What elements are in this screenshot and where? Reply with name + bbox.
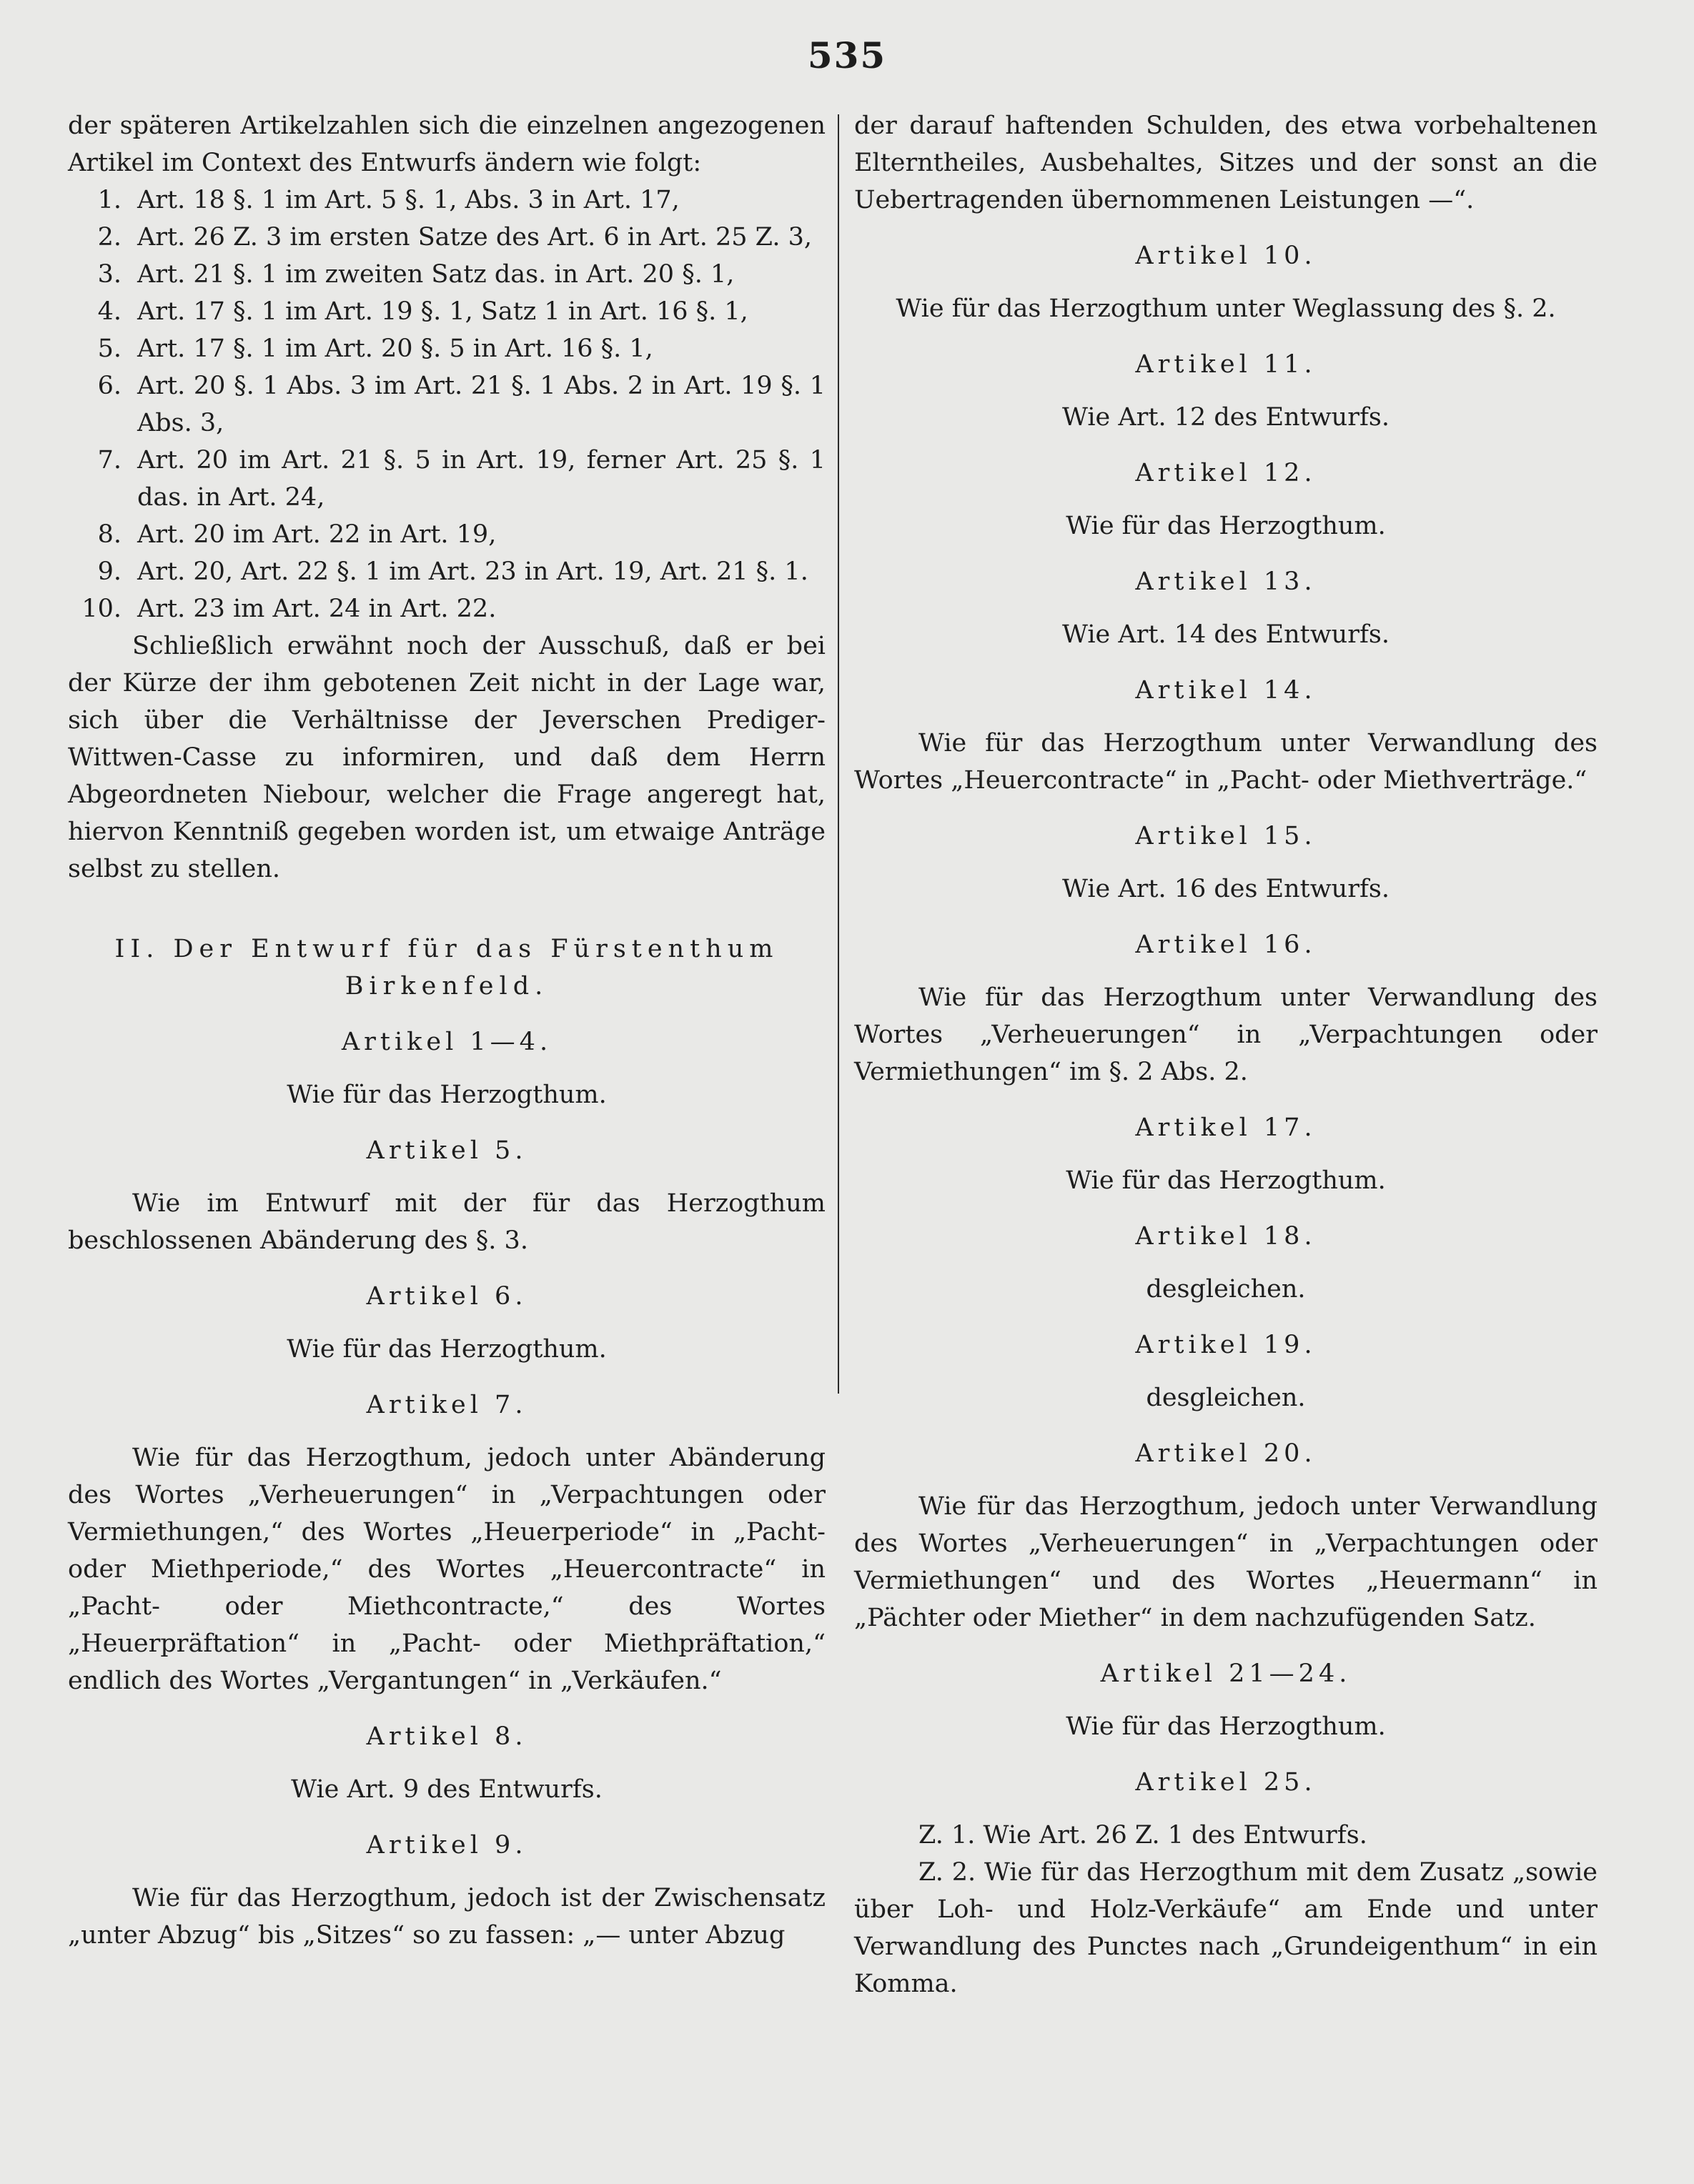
right-column xyxy=(854,107,1598,2002)
article-title: Artikel 6. xyxy=(366,1282,527,1311)
closing-paragraph: Schließlich erwähnt noch der Ausschuß, daß er bei der Kürze der ihm gebotenen Zeit nicht in der Lage war, sich über die Verhältnisse der Jeverschen Prediger-Wittwen-Casse zu informiren, und daß dem Herrn Abgeordneten Niebour, welcher die Frage angeregt hat, hiervon Kenntniß gegeben worden ist, um etwaige Anträge selbst zu stellen. xyxy=(68,632,826,883)
page-number: 535 xyxy=(807,34,887,76)
article-text: Wie Art. 12 des Entwurfs. xyxy=(1061,403,1390,432)
article-title: Artikel 9. xyxy=(366,1831,527,1860)
article-text: Wie Art. 14 des Entwurfs. xyxy=(1061,620,1390,649)
list-item-number: 5. xyxy=(97,334,122,363)
article-text: Wie für das Herzogthum. xyxy=(287,1081,607,1109)
article-text: Wie für das Herzogthum. xyxy=(1066,512,1386,540)
article-title: Artikel 15. xyxy=(1135,822,1317,850)
section-heading: II. Der Entwurf für das Fürstenthum Birkenfeld. xyxy=(114,935,779,1001)
article-text: Wie im Entwurf mit der für das Herzogthum beschlossenen Abänderung des §. 3. xyxy=(68,1189,826,1255)
article-text: Wie für das Herzogthum unter Verwandlung des Wortes „Heuercontracte“ in „Pacht- oder Miethverträge.“ xyxy=(854,729,1598,795)
article-text: Wie für das Herzogthum. xyxy=(287,1335,607,1364)
column-divider xyxy=(838,114,839,1394)
article-title: Artikel 20. xyxy=(1135,1439,1317,1468)
article-title: Artikel 18. xyxy=(1135,1222,1317,1251)
list-item xyxy=(68,553,826,590)
list-item xyxy=(68,182,826,219)
intro-paragraph: der späteren Artikelzahlen sich die einzelnen angezogenen Artikel im Context des Entwurfs ändern wie folgt: xyxy=(68,111,826,177)
list-item xyxy=(68,442,826,516)
article-text: Wie für das Herzogthum, jedoch unter Abänderung des Wortes „Verheuerungen“ in „Verpachtungen oder Vermiethungen,“ des Wortes „Heuerperiode“ in „Pacht- oder Miethperiode,“ des Wortes „Heuercontracte“ in „Pacht- oder Miethcontracte,“ des Wortes „Heuerpräftation“ in „Pacht- oder Miethpräftation,“ endlich des Wortes „Vergantungen“ in „Verkäufen.“ xyxy=(68,1444,826,1695)
article-title: Artikel 21—24. xyxy=(1100,1659,1352,1688)
list-item-number: 6. xyxy=(97,372,122,400)
article-title: Artikel 13. xyxy=(1135,567,1317,596)
list-item-text: Art. 20 §. 1 Abs. 3 im Art. 21 §. 1 Abs. 2 in Art. 19 §. 1 Abs. 3, xyxy=(137,372,826,437)
list-item-number: 2. xyxy=(97,223,122,252)
article-title: Artikel 8. xyxy=(366,1722,527,1751)
article-text: Wie für das Herzogthum. xyxy=(1066,1166,1386,1195)
article-text: Wie für das Herzogthum, jedoch unter Verwandlung des Wortes „Verheuerungen“ in „Verpachtungen oder Vermiethungen“ und des Wortes „Heuermann“ in „Pächter oder Miether“ in dem nachzufügenden Satz. xyxy=(854,1492,1598,1632)
article-title: Artikel 7. xyxy=(366,1391,527,1419)
list-item-text: Art. 20, Art. 22 §. 1 im Art. 23 in Art. 19, Art. 21 §. 1. xyxy=(137,557,808,586)
list-item-text: Art. 26 Z. 3 im ersten Satze des Art. 6 in Art. 25 Z. 3, xyxy=(137,223,812,252)
article-title: Artikel 1—4. xyxy=(341,1028,553,1056)
list-item-text: Art. 23 im Art. 24 in Art. 22. xyxy=(137,595,497,623)
article-title: Artikel 10. xyxy=(1135,242,1317,270)
article-text: desgleichen. xyxy=(1146,1384,1306,1412)
article-title: Artikel 12. xyxy=(1135,459,1317,487)
list-item-text: Art. 17 §. 1 im Art. 19 §. 1, Satz 1 in Art. 16 §. 1, xyxy=(137,297,748,326)
list-item xyxy=(68,367,826,442)
list-item-text: Art. 20 im Art. 22 in Art. 19, xyxy=(137,520,497,549)
list-item xyxy=(68,293,826,330)
article-text: Wie für das Herzogthum. xyxy=(1066,1712,1386,1741)
list-item-number: 7. xyxy=(97,446,122,475)
article-title: Artikel 25. xyxy=(1135,1768,1317,1797)
list-item-number: 4. xyxy=(97,297,122,326)
article-text: Wie für das Herzogthum unter Weglassung des §. 2. xyxy=(896,294,1556,323)
continuation-paragraph: der darauf haftenden Schulden, des etwa vorbehaltenen Elterntheiles, Ausbehaltes, Sitzes und der sonst an die Uebertragenden übernommenen Leistungen —“. xyxy=(854,111,1598,214)
list-item-number: 3. xyxy=(97,260,122,289)
article-title: Artikel 16. xyxy=(1135,930,1317,959)
list-item-number: 10. xyxy=(81,595,122,623)
list-item-number: 9. xyxy=(97,557,122,586)
article-title: Artikel 17. xyxy=(1135,1113,1317,1142)
article-text: Wie für das Herzogthum, jedoch ist der Zwischensatz „unter Abzug“ bis „Sitzes“ so zu fassen: „— unter Abzug xyxy=(68,1884,826,1950)
clause-z2: Z. 2. Wie für das Herzogthum mit dem Zusatz „sowie über Loh- und Holz-Verkäufe“ am Ende und unter Verwandlung des Punctes nach „Grundeigenthum“ in ein Komma. xyxy=(854,1858,1598,1998)
list-item xyxy=(68,516,826,553)
article-text: Wie Art. 16 des Entwurfs. xyxy=(1061,875,1390,903)
list-item-number: 8. xyxy=(97,520,122,549)
list-item-text: Art. 18 §. 1 im Art. 5 §. 1, Abs. 3 in Art. 17, xyxy=(137,186,680,214)
list-item-text: Art. 20 im Art. 21 §. 5 in Art. 19, ferner Art. 25 §. 1 das. in Art. 24, xyxy=(137,446,826,512)
article-title: Artikel 11. xyxy=(1135,350,1317,379)
list-item xyxy=(68,590,826,627)
left-column xyxy=(68,107,826,1954)
article-text: Wie für das Herzogthum unter Verwandlung des Wortes „Verheuerungen“ in „Verpachtungen oder Vermiethungen“ im §. 2 Abs. 2. xyxy=(854,983,1598,1086)
list-item xyxy=(68,219,826,256)
article-title: Artikel 19. xyxy=(1135,1331,1317,1359)
article-text: desgleichen. xyxy=(1146,1275,1306,1304)
article-number-list xyxy=(68,182,826,627)
clause-z1: Z. 1. Wie Art. 26 Z. 1 des Entwurfs. xyxy=(918,1821,1367,1850)
article-title: Artikel 5. xyxy=(366,1136,527,1165)
article-text: Wie Art. 9 des Entwurfs. xyxy=(291,1775,603,1804)
list-item-number: 1. xyxy=(97,186,122,214)
article-title: Artikel 14. xyxy=(1135,676,1317,705)
list-item-text: Art. 21 §. 1 im zweiten Satz das. in Art. 20 §. 1, xyxy=(137,260,735,289)
list-item-text: Art. 17 §. 1 im Art. 20 §. 5 in Art. 16 §. 1, xyxy=(137,334,653,363)
list-item xyxy=(68,330,826,367)
list-item xyxy=(68,256,826,293)
